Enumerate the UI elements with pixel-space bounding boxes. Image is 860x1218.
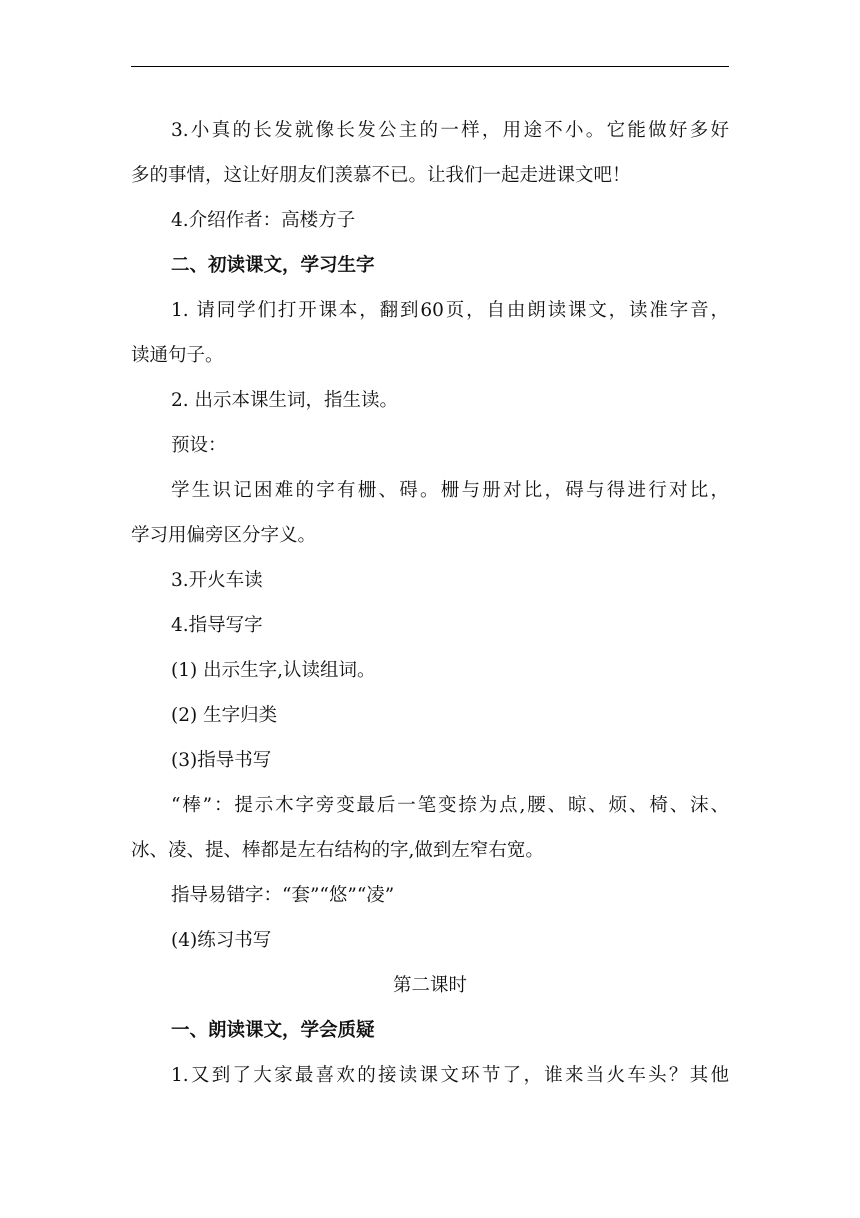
paragraph-line: 学生识记困难的字有栅、碍。栅与册对比，碍与得进行对比， [171, 480, 729, 501]
paragraph-line: 1.又到了大家最喜欢的接读课文环节了，谁来当火车头？其他 [171, 1065, 729, 1086]
paragraph-line: 学习用偏旁区分字义。 [131, 525, 317, 546]
paragraph-line: 冰、凌、提、棒都是左右结构的字,做到左窄右宽。 [131, 840, 544, 861]
lesson-title: 第二课时 [392, 975, 467, 996]
paragraph-line: (4)练习书写 [171, 930, 272, 951]
paragraph-line: (1) 出示生字,认读组词。 [171, 660, 376, 681]
paragraph-line: 4.指导写字 [171, 615, 263, 636]
paragraph-line: (3)指导书写 [171, 750, 272, 771]
paragraph-line: “棒”：提示木字旁变最后一笔变捺为点,腰、晾、烦、椅、沫、 [171, 795, 729, 816]
paragraph-line: (2) 生字归类 [171, 705, 278, 726]
document-body [131, 108, 729, 1098]
paragraph-line: 读通句子。 [131, 345, 224, 366]
paragraph-line: 指导易错字：“套”“悠”“凌” [171, 885, 395, 906]
paragraph-line: 多的事情，这让好朋友们羡慕不已。让我们一起走进课文吧！ [131, 165, 631, 186]
section-heading: 二、初读课文，学习生字 [171, 255, 375, 276]
section-heading: 一、朗读课文，学会质疑 [171, 1020, 375, 1041]
paragraph-line: 3.小真的长发就像长发公主的一样，用途不小。它能做好多好 [171, 120, 729, 141]
paragraph-line: 4.介绍作者：高楼方子 [171, 210, 356, 231]
paragraph-line: 2. 出示本课生词，指生读。 [171, 390, 399, 411]
header-rule [131, 66, 729, 67]
paragraph-line: 3.开火车读 [171, 570, 263, 591]
paragraph-line: 预设： [171, 435, 227, 456]
paragraph-line: 1. 请同学们打开课本，翻到60页，自由朗读课文，读准字音， [171, 300, 729, 321]
